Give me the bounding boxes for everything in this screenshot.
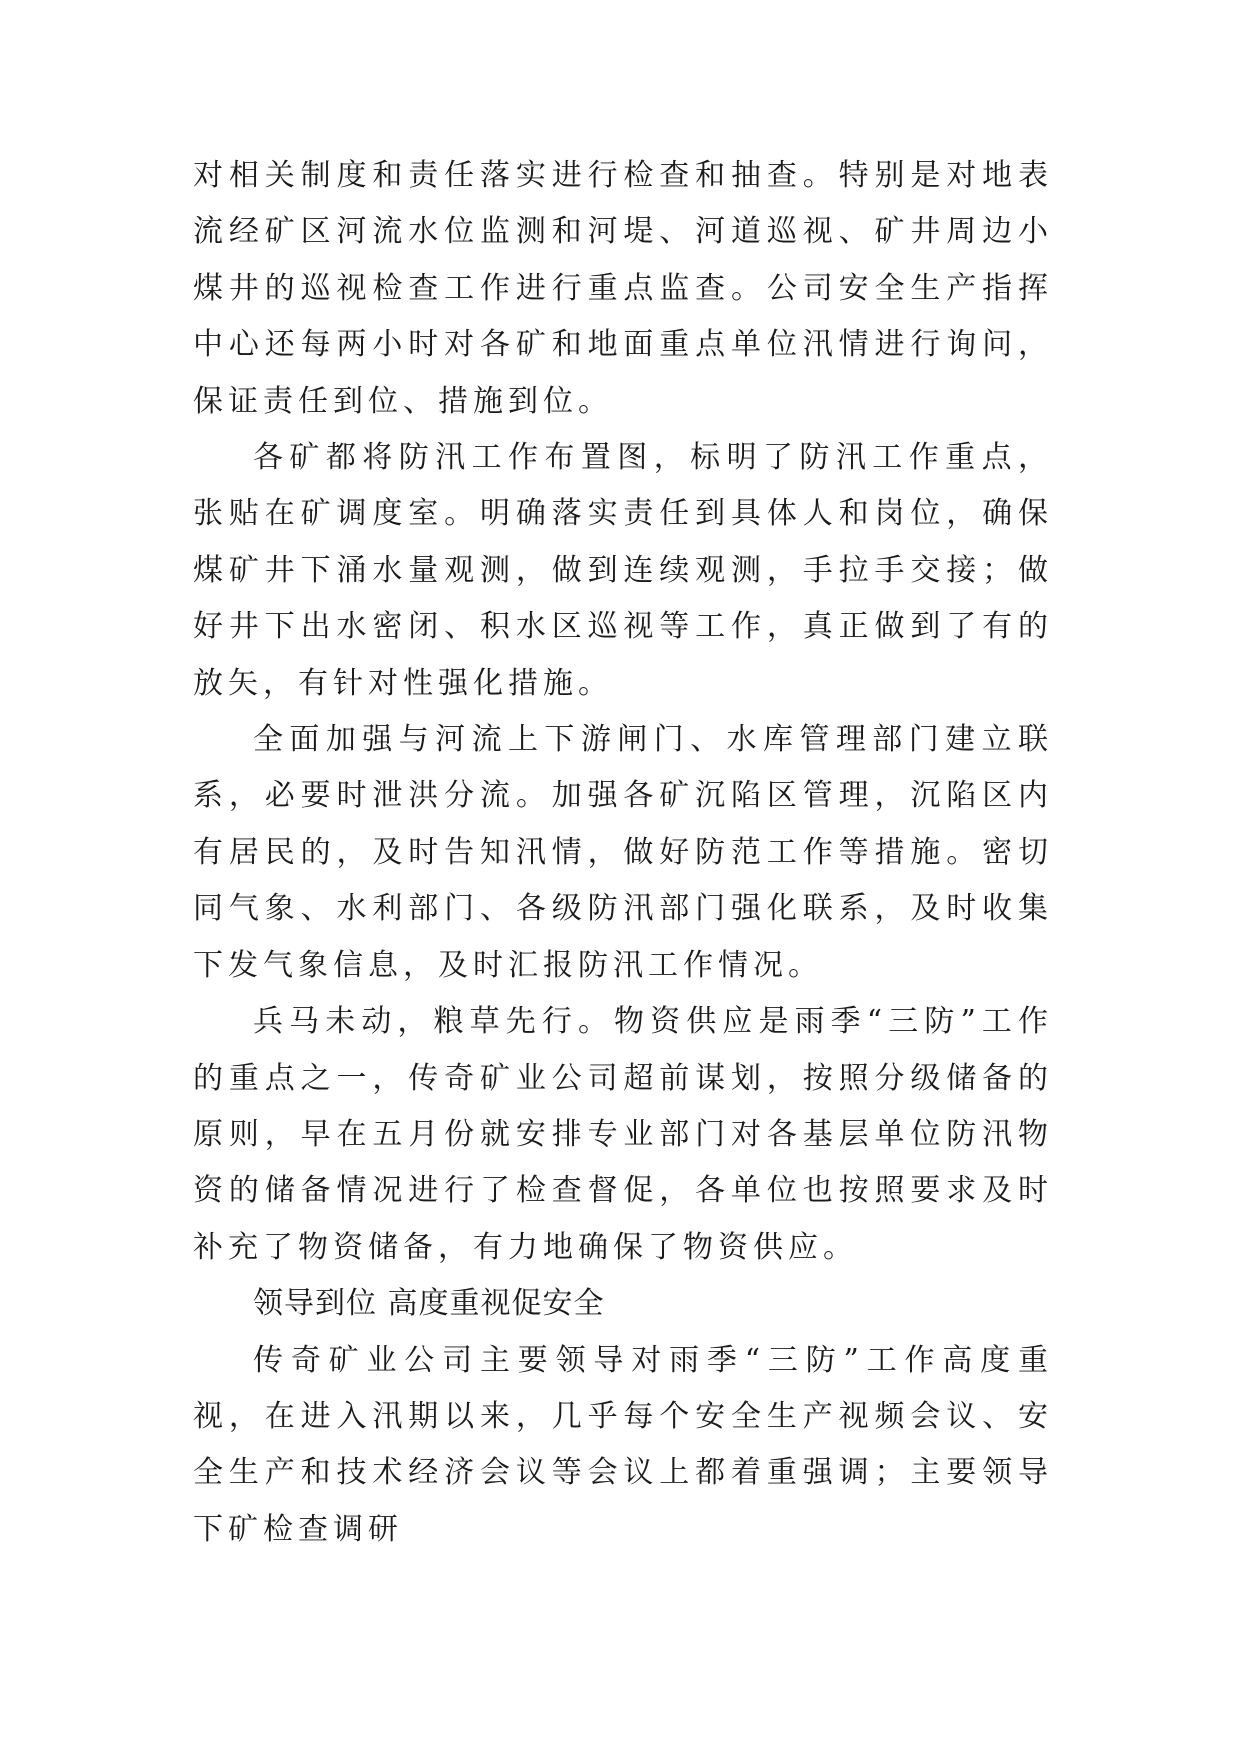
paragraph: 全面加强与河流上下游闸门、水库管理部门建立联系，必要时泄洪分流。加强各矿沉陷区管理，沉陷区内有居民的，及时告知汛情，做好防范工作等措施。密切同气象、水利部门、各级防汛部门强化联系，及时收集下发气象信息，及时汇报防汛工作情况。 (193, 722, 1053, 983)
paragraph: 各矿都将防汛工作布置图，标明了防汛工作重点，张贴在矿调度室。明确落实责任到具体人和岗位，确保煤矿井下涌水量观测，做到连续观测，手拉手交接；做好井下出水密闭、积水区巡视等工作，真正做到了有的放矢，有针对性强化措施。 (193, 440, 1053, 701)
paragraph-continued: 对相关制度和责任落实进行检查和抽查。特别是对地表流经矿区河流水位监测和河堤、河道巡视、矿井周边小煤井的巡视检查工作进行重点监查。公司安全生产指挥中心还每两小时对各矿和地面重点单位汛情进行询问，保证责任到位、措施到位。 (193, 158, 1053, 419)
paragraph: 传奇矿业公司主要领导对雨季“三防”工作高度重视，在进入汛期以来，几乎每个安全生产视频会议、安全生产和技术经济会议等会议上都着重强调；主要领导下矿检查调研 (193, 1342, 1053, 1547)
paragraph: 兵马未动，粮草先行。物资供应是雨季“三防”工作的重点之一，传奇矿业公司超前谋划，按照分级储备的原则，早在五月份就安排专业部门对各基层单位防汛物资的储备情况进行了检查督促，各单位也按照要求及时补充了物资储备，有力地确保了物资供应。 (193, 1004, 1053, 1265)
body-text (193, 148, 1053, 1558)
section-heading: 领导到位 高度重视促安全 (253, 1286, 605, 1322)
